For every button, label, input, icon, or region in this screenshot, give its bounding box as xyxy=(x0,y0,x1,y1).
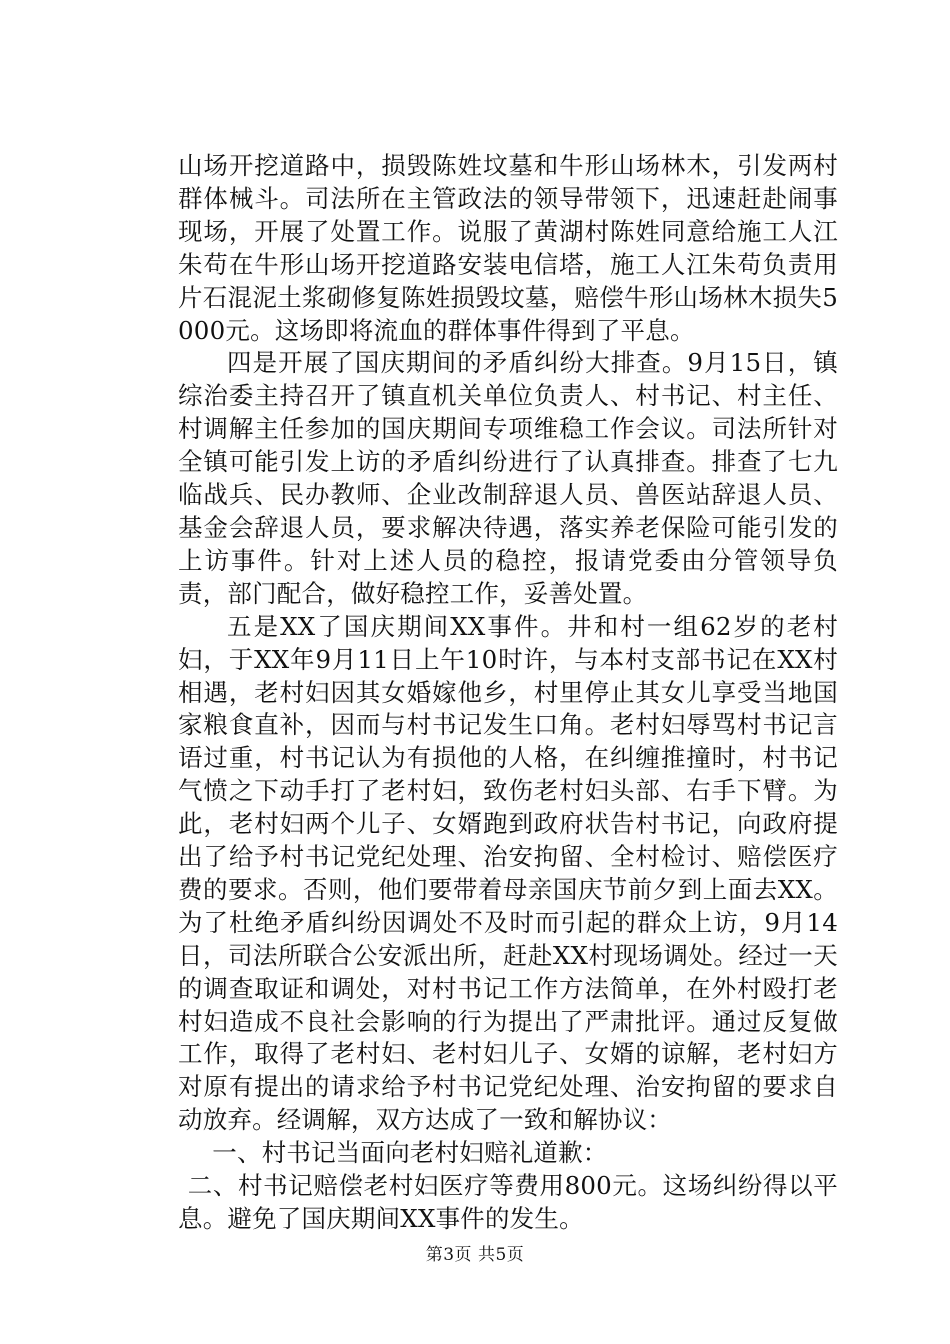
agreement-item-one: 一、村书记当面向老村妇赔礼道歉： xyxy=(212,1138,608,1168)
document-body xyxy=(178,150,838,1236)
agreement-item-two: 二、村书记赔偿老村妇医疗等费用800元。这场纠纷得以平息。避免了国庆期间XX事件的发生。 xyxy=(178,1171,838,1233)
paragraph-point-four: 四是开展了国庆期间的矛盾纠纷大排查。9月15日，镇综治委主持召开了镇直机关单位负责人、村书记、村主任、村调解主任参加的国庆期间专项维稳工作会议。司法所针对全镇可能引发上访的矛盾纠纷进行了认真排查。排查了七九临战兵、民办教师、企业改制辞退人员、兽医站辞退人员、基金会辞退人员，要求解决待遇，落实养老保险可能引发的上访事件。针对上述人员的稳控，报请党委由分管领导负责，部门配合，做好稳控工作，妥善处置。 xyxy=(178,348,838,608)
page-number-footer: 第3页 共5页 xyxy=(425,1245,525,1265)
paragraph-continuation: 山场开挖道路中，损毁陈姓坟墓和牛形山场林木，引发两村群体械斗。司法所在主管政法的领导带领下，迅速赶赴闹事现场，开展了处置工作。说服了黄湖村陈姓同意给施工人江朱苟在牛形山场开挖道路安装电信塔，施工人江朱苟负责用片石混泥土浆砌修复陈姓损毁坟墓，赔偿牛形山场林木损失5000元。这场即将流血的群体事件得到了平息。 xyxy=(178,151,838,345)
paragraph-point-five: 五是XX了国庆期间XX事件。井和村一组62岁的老村妇，于XX年9月11日上午10时许，与本村支部书记在XX村相遇，老村妇因其女婚嫁他乡，村里停止其女儿享受当地国家粮食直补，因而与村书记发生口角。老村妇辱骂村书记言语过重，村书记认为有损他的人格，在纠缠推撞时，村书记气愤之下动手打了老村妇，致伤老村妇头部、右手下臂。为此，老村妇两个儿子、女婿跑到政府状告村书记，向政府提出了给予村书记党纪处理、治安拘留、全村检讨、赔偿医疗费的要求。否则，他们要带着母亲国庆节前夕到上面去XX。为了杜绝矛盾纠纷因调处不及时而引起的群众上访，9月14日，司法所联合公安派出所，赶赴XX村现场调处。经过一天的调查取证和调处，对村书记工作方法简单，在外村殴打老村妇造成不良社会影响的行为提出了严肃批评。通过反复做工作，取得了老村妇、老村妇儿子、女婿的谅解，老村妇方对原有提出的请求给予村书记党纪处理、治安拘留的要求自动放弃。经调解，双方达成了一致和解协议： xyxy=(178,611,838,1135)
